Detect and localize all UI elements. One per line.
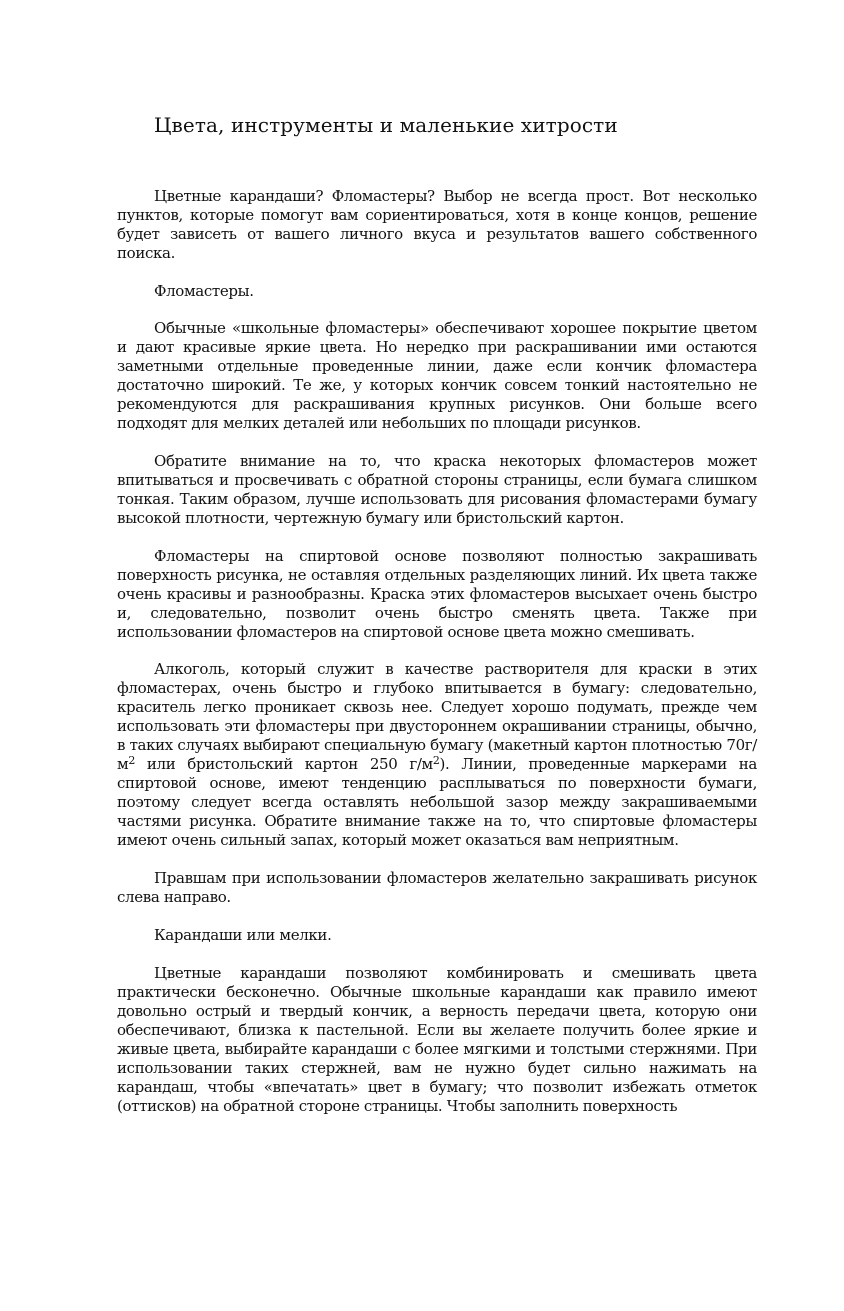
section-heading-markers: Фломастеры. — [154, 281, 254, 300]
superscript: 2 — [432, 754, 440, 768]
paragraph-alcohol-solvent — [117, 660, 757, 850]
superscript: 2 — [128, 754, 135, 768]
paragraph-text-part: ). Линии, проведенные маркерами на спиртовой основе, имеют тенденцию расплываться по поверхности бумаги, поэтому следует всегда оставлять небольшой зазор между закрашиваемыми частями рисунка. Обратите внимание также на то, что спиртовые фломастеры имеют очень сильный запах, который может оказаться вам неприятным. — [117, 755, 758, 850]
section-heading-pencils: Карандаши или мелки. — [154, 925, 332, 944]
paragraph-alcohol-markers: Фломастеры на спиртовой основе позволяют полностью закрашивать поверхность рисунка, не оставляя отдельных разделяющих линий. Их цвета также очень красивы и разнообразны. Краска этих фломастеров высыхает очень быстро и, следовательно, позволит очень быстро сменять цвета. Также при использовании фломастеров на спиртовой основе цвета можно смешивать. — [117, 546, 757, 641]
paragraph-school-markers: Обычные «школьные фломастеры» обеспечивают хорошее покрытие цветом и дают красивые яркие цвета. Но нередко при раскрашивании ими остаются заметными отдельные проведенные линии, даже если кончик фломастера достаточно широкий. Те же, у которых кончик совсем тонкий настоятельно не рекомендуются для раскрашивания крупных рисунков. Они больше всего подходят для мелких деталей или небольших по площади рисунков. — [117, 319, 757, 433]
document-body — [117, 187, 757, 1116]
paragraph-bleed-through: Обратите внимание на то, что краска некоторых фломастеров может впитываться и просвечивать с обратной стороны страницы, если бумага слишком тонкая. Таким образом, лучше использовать для рисования фломастерами бумагу высокой плотности, чертежную бумагу или бристольский картон. — [117, 452, 757, 528]
paragraph-intro: Цветные карандаши? Фломастеры? Выбор не всегда прост. Вот несколько пунктов, которые помогут вам сориентироваться, хотя в конце концов, решение будет зависеть от вашего личного вкуса и результатов вашего собственного поиска. — [117, 187, 757, 262]
paragraph-colored-pencils: Цветные карандаши позволяют комбинировать и смешивать цвета практически бесконечно. Обычные школьные карандаши как правило имеют довольно острый и твердый кончик, а верность передачи цвета, которую они обеспечивают, близка к пастельной. Если вы желаете получить более яркие и живые цвета, выбирайте карандаши с более мягкими и толстыми стержнями. При использовании таких стержней, вам не нужно будет сильно нажимать на карандаш, чтобы «впечатать» цвет в бумагу; что позволит избежать отметок (оттисков) на обратной стороне страницы. Чтобы заполнить поверхность — [117, 963, 757, 1115]
paragraph-text-part: Алкоголь, который служит в качестве растворителя для краски в этих фломастерах, очень быстро и глубоко впитывается в бумагу: следовательно, краситель легко проникает сквозь нее. Следует хорошо подумать, прежде чем использовать эти фломастеры при двустороннем окрашивании страницы, обычно, в таких случаях выбирают специальную бумагу (макетный картон плотностью 70г/м — [117, 660, 757, 774]
paragraph-text-part: или бристольский картон 250 г/м — [134, 755, 433, 774]
paragraph-right-handed: Правшам при использовании фломастеров желательно закрашивать рисунок слева направо. — [117, 869, 757, 907]
page-title: Цвета, инструменты и маленькие хитрости — [154, 113, 618, 137]
document-page — [117, 110, 757, 1134]
